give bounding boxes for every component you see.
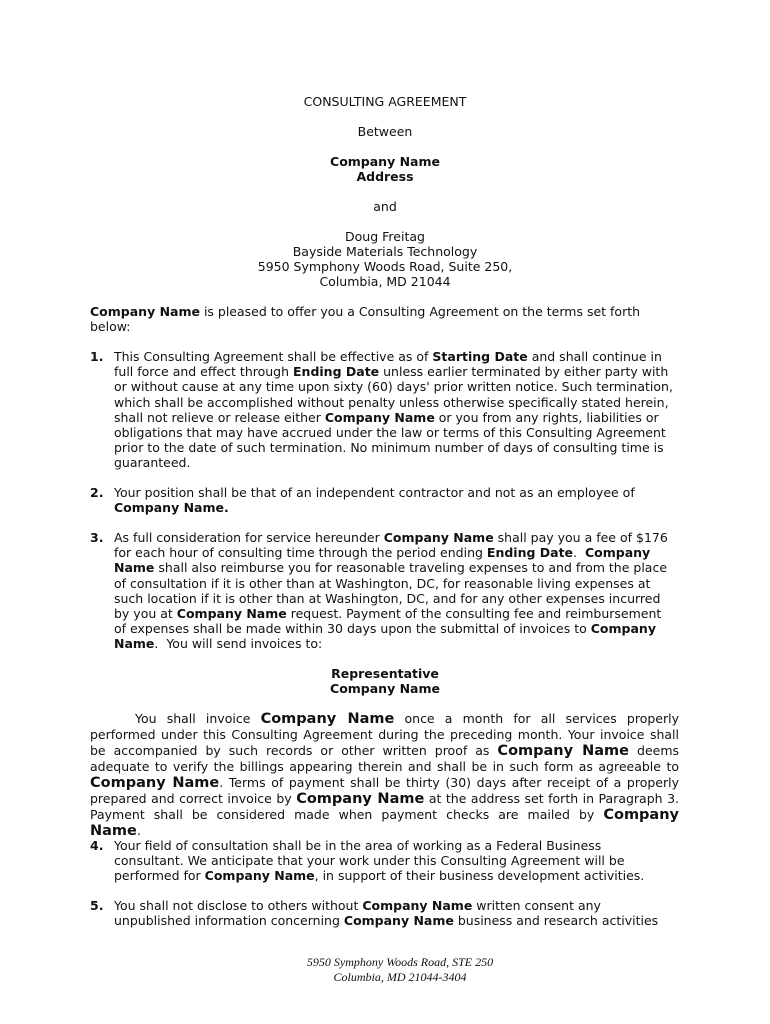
consultant-company: Bayside Materials Technology [292,244,478,259]
send-to-company: Company Name [330,681,440,696]
clause-number: 4. [90,838,104,853]
consultant-street: 5950 Symphony Woods Road, Suite 250, [257,259,513,274]
clause-number: 5. [90,898,104,913]
footer-address-line-1: 5950 Symphony Woods Road, STE 250 [306,955,494,969]
company-address-heading: Address [356,169,414,184]
consultant-city: Columbia, MD 21044 [319,274,451,289]
invoice-paragraph: You shall invoice Company Name once a month for all services properly performed under this Consulting Agreement during the preceding month. Your invoice shall be accompanied by such records or other written proof as Company Name deems adequate to verify the billings appearing therein and shall be in such form as agreeable to Company Name. Terms of payment shall be thirty (30) days after receipt of a properly prepared and correct invoice by Company Name at the address set forth in Paragraph 3. Payment shall be considered made when payment checks are mailed by Company Name. [90,711,680,839]
footer-address-line-2: Columbia, MD 21044-3404 [333,970,467,984]
company-name-heading: Company Name [330,154,440,169]
clause-number: 1. [90,349,104,364]
and-label: and [373,199,397,214]
between-label: Between [357,124,413,139]
document-title: CONSULTING AGREEMENT [303,94,467,109]
document-page: CONSULTING AGREEMENT Between Company Name Address and Doug Freitag Bayside Materials Technology 5950 Symphony Woods Road, Suite 250, Columbia, MD 21044 Company Name is pleased to offer you a Consulting Agreement on the terms set forth below: 1. This Consulting Agreement shall be effective as of Starting Date and shall continue in full force and effect through Ending Date unless earlier terminated by either party with or without cause at any time upon sixty (60) days' prior written notice. Such termination, which shall be accomplished without penalty unless otherwise specifically stated herein, shall not relieve or release either Company Name or you from any rights, liabilities or obligations that may have accrued under the law or terms of this Consulting Agreement prior to the date of such termination. No minimum number of days of consulting time is guaranteed. 2. Your position shall be that of an independent contractor and not as an employee of Company Name. 3. As full consideration for service hereunder Company Name shall pay you a fee of $176 for each hour of consulting time through the period ending Ending Date. Company Name shall also reimburse you for reasonable traveling expenses to and from the place of consultation if it is other than at Washington, DC, for reasonable living expenses at such location if it is other than at Washington, DC, and for any other expenses incurred by you at Company Name request. Payment of the consulting fee and reimbursement of expenses shall be made within 30 days upon the submittal of invoices to Company Name. You will send invoices to: Representative Company Name You shall invoice Company Name once a month for all services properly performed under this Consulting Agreement during the preceding month. Your invoice shall be accompanied by such records or other written proof as Company Name deems adequate to verify the billings appearing therein and shall be in such form as agreeable to Company Name. Terms of payment shall be thirty (30) days after receipt of a properly prepared and correct invoice by Company Name at the address set forth in Paragraph 3. Payment shall be considered made when payment checks are mailed by Company Name. 4. Your field of consultation shall be in the area of working as a Federal Business consultant. We anticipate that your work under this Consulting Agreement will be performed for Company Name, in support of their business development activities. 5. You shall not disclose to others without Company Name written consent any unpublished information concerning Company Name business and research activities 5950 Symphony Woods Road, STE 250 Columbia, MD 21044-3404 [0,0,770,1024]
send-to-representative: Representative [331,666,439,681]
intro-paragraph: Company Name is pleased to offer you a Consulting Agreement on the terms set forth below: [90,304,641,335]
clause-number: 3. [90,530,104,545]
consultant-name: Doug Freitag [345,229,425,244]
clause-number: 2. [90,485,104,500]
